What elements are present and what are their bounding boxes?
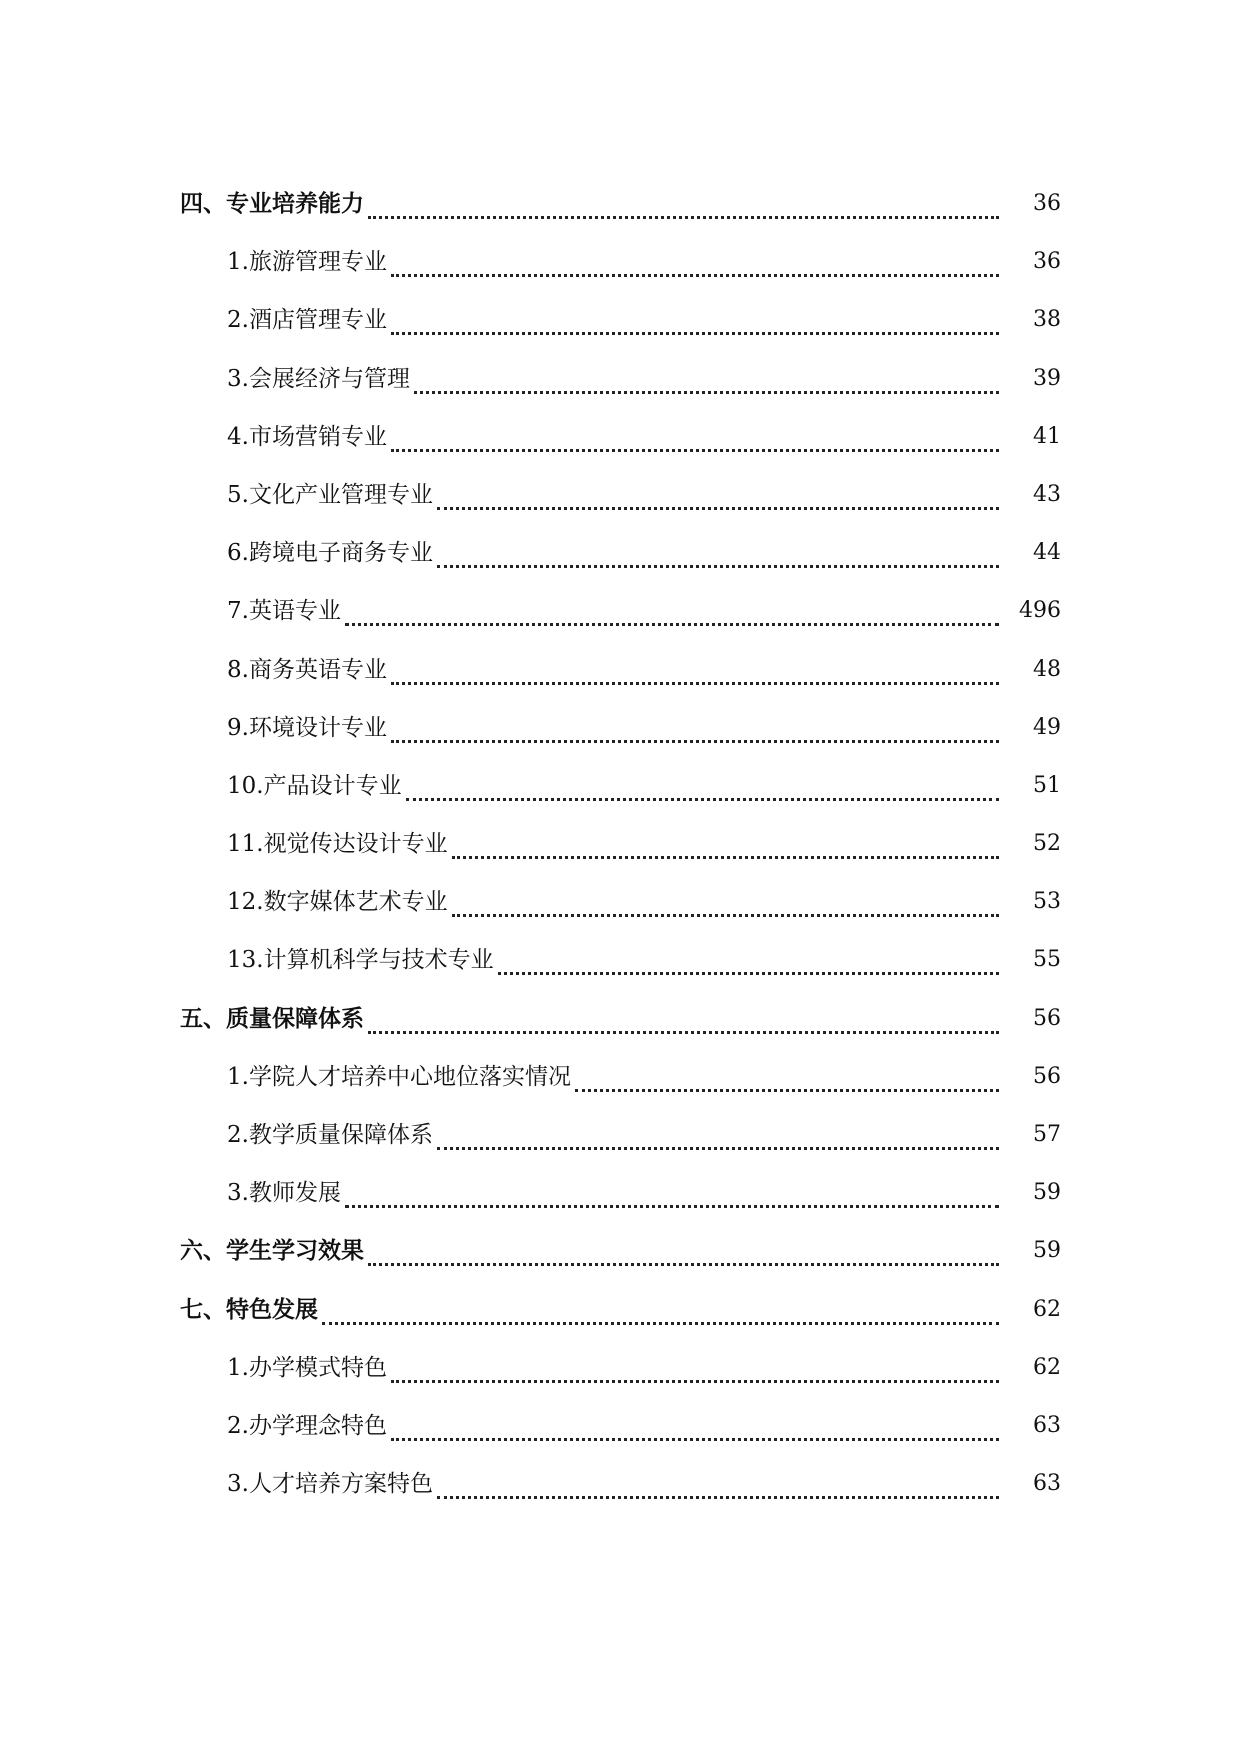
dot-leader	[391, 433, 999, 452]
toc-entry[interactable]	[0, 597, 1241, 655]
toc-entry-section-7[interactable]	[0, 1296, 1241, 1354]
toc-entry-title: 13.计算机科学与技术专业	[227, 946, 498, 974]
toc-entry-title: 9.环境设计专业	[227, 714, 391, 742]
toc-entry[interactable]	[0, 365, 1241, 423]
toc-entry-page: 63	[1033, 1412, 1061, 1438]
toc-entry[interactable]	[0, 1179, 1241, 1237]
toc-entry-section-4[interactable]	[0, 190, 1241, 248]
toc-entry[interactable]	[0, 888, 1241, 946]
dot-leader	[391, 258, 999, 277]
dot-leader	[345, 1189, 999, 1208]
toc-entry-title: 1.学院人才培养中心地位落实情况	[227, 1063, 575, 1091]
toc-entry-page: 48	[1033, 656, 1061, 682]
toc-entry-title: 8.商务英语专业	[227, 656, 391, 684]
toc-entry-section-6[interactable]	[0, 1237, 1241, 1295]
toc-entry-page: 55	[1033, 947, 1061, 973]
dot-leader	[391, 1422, 999, 1441]
toc-entry-section-5[interactable]	[0, 1005, 1241, 1063]
toc-entry[interactable]	[0, 481, 1241, 539]
toc-entry-page: 62	[1033, 1296, 1061, 1322]
toc-entry[interactable]	[0, 1354, 1241, 1412]
dot-leader	[437, 491, 999, 510]
toc-entry-page: 51	[1033, 772, 1061, 798]
toc-entry[interactable]	[0, 306, 1241, 364]
toc-entry-title: 6.跨境电子商务专业	[227, 539, 437, 567]
dot-leader	[322, 1306, 999, 1325]
toc-entry[interactable]	[0, 1470, 1241, 1528]
dot-leader	[391, 666, 999, 685]
toc-entry-page: 39	[1033, 365, 1061, 391]
toc-entry-title: 3.人才培养方案特色	[227, 1470, 437, 1498]
dot-leader	[498, 956, 999, 975]
toc-entry-title: 七、特色发展	[180, 1296, 322, 1324]
toc-entry-title: 1.办学模式特色	[227, 1354, 391, 1382]
toc-entry-page: 496	[1019, 598, 1061, 624]
toc-entry-title: 7.英语专业	[227, 597, 345, 625]
toc-entry-page: 63	[1033, 1471, 1061, 1497]
toc-entry[interactable]	[0, 830, 1241, 888]
dot-leader	[406, 782, 999, 801]
toc-entry-title: 5.文化产业管理专业	[227, 481, 437, 509]
toc-entry-page: 38	[1033, 307, 1061, 333]
toc-entry-title: 4.市场营销专业	[227, 423, 391, 451]
toc-entry-title: 2.教学质量保障体系	[227, 1121, 437, 1149]
toc-entry-title: 四、专业培养能力	[180, 190, 368, 218]
toc-entry[interactable]	[0, 1063, 1241, 1121]
dot-leader	[368, 1247, 999, 1266]
toc-entry-title: 2.办学理念特色	[227, 1412, 391, 1440]
dot-leader	[575, 1073, 999, 1092]
toc-entry[interactable]	[0, 714, 1241, 772]
toc-entry-title: 1.旅游管理专业	[227, 248, 391, 276]
dot-leader	[391, 316, 999, 335]
toc-entry-page: 36	[1033, 191, 1061, 216]
toc-entry-page: 53	[1033, 889, 1061, 915]
dot-leader	[452, 898, 999, 917]
dot-leader	[437, 549, 999, 568]
toc-entry-title: 六、学生学习效果	[180, 1237, 368, 1265]
toc-entry-title: 11.视觉传达设计专业	[227, 830, 452, 858]
toc-entry-title: 五、质量保障体系	[180, 1005, 368, 1033]
dot-leader	[391, 724, 999, 743]
toc-entry-page: 57	[1033, 1122, 1061, 1147]
toc-entry-page: 59	[1033, 1238, 1061, 1264]
dot-leader	[414, 375, 999, 394]
toc-entry-page: 49	[1033, 714, 1061, 740]
toc-entry-page: 56	[1033, 1063, 1061, 1089]
toc-entry[interactable]	[0, 1121, 1241, 1179]
toc-entry-title: 12.数字媒体艺术专业	[227, 888, 452, 916]
toc-entry-page: 44	[1033, 540, 1061, 566]
toc-entry[interactable]	[0, 656, 1241, 714]
dot-leader	[368, 1015, 999, 1034]
toc-entry[interactable]	[0, 1412, 1241, 1470]
toc-entry[interactable]	[0, 772, 1241, 830]
toc-entry-page: 52	[1033, 831, 1061, 857]
dot-leader	[368, 200, 999, 219]
toc-entry-page: 36	[1033, 249, 1061, 275]
toc-entry-title: 10.产品设计专业	[227, 772, 406, 800]
dot-leader	[391, 1364, 999, 1383]
toc-entry-page: 43	[1033, 481, 1061, 507]
dot-leader	[437, 1480, 999, 1499]
dot-leader	[437, 1131, 999, 1150]
toc-entry-title: 3.教师发展	[227, 1179, 345, 1207]
toc-entry-title: 2.酒店管理专业	[227, 306, 391, 334]
toc-entry-page: 41	[1033, 423, 1061, 449]
dot-leader	[452, 840, 999, 859]
dot-leader	[345, 607, 999, 626]
toc-entry[interactable]	[0, 539, 1241, 597]
table-of-contents	[0, 190, 1241, 1528]
toc-entry-page: 62	[1033, 1354, 1061, 1380]
toc-entry[interactable]	[0, 946, 1241, 1004]
toc-entry-page: 59	[1033, 1180, 1061, 1206]
toc-entry[interactable]	[0, 423, 1241, 481]
toc-entry-page: 56	[1033, 1005, 1061, 1031]
toc-entry[interactable]	[0, 248, 1241, 306]
toc-entry-title: 3.会展经济与管理	[227, 365, 414, 393]
